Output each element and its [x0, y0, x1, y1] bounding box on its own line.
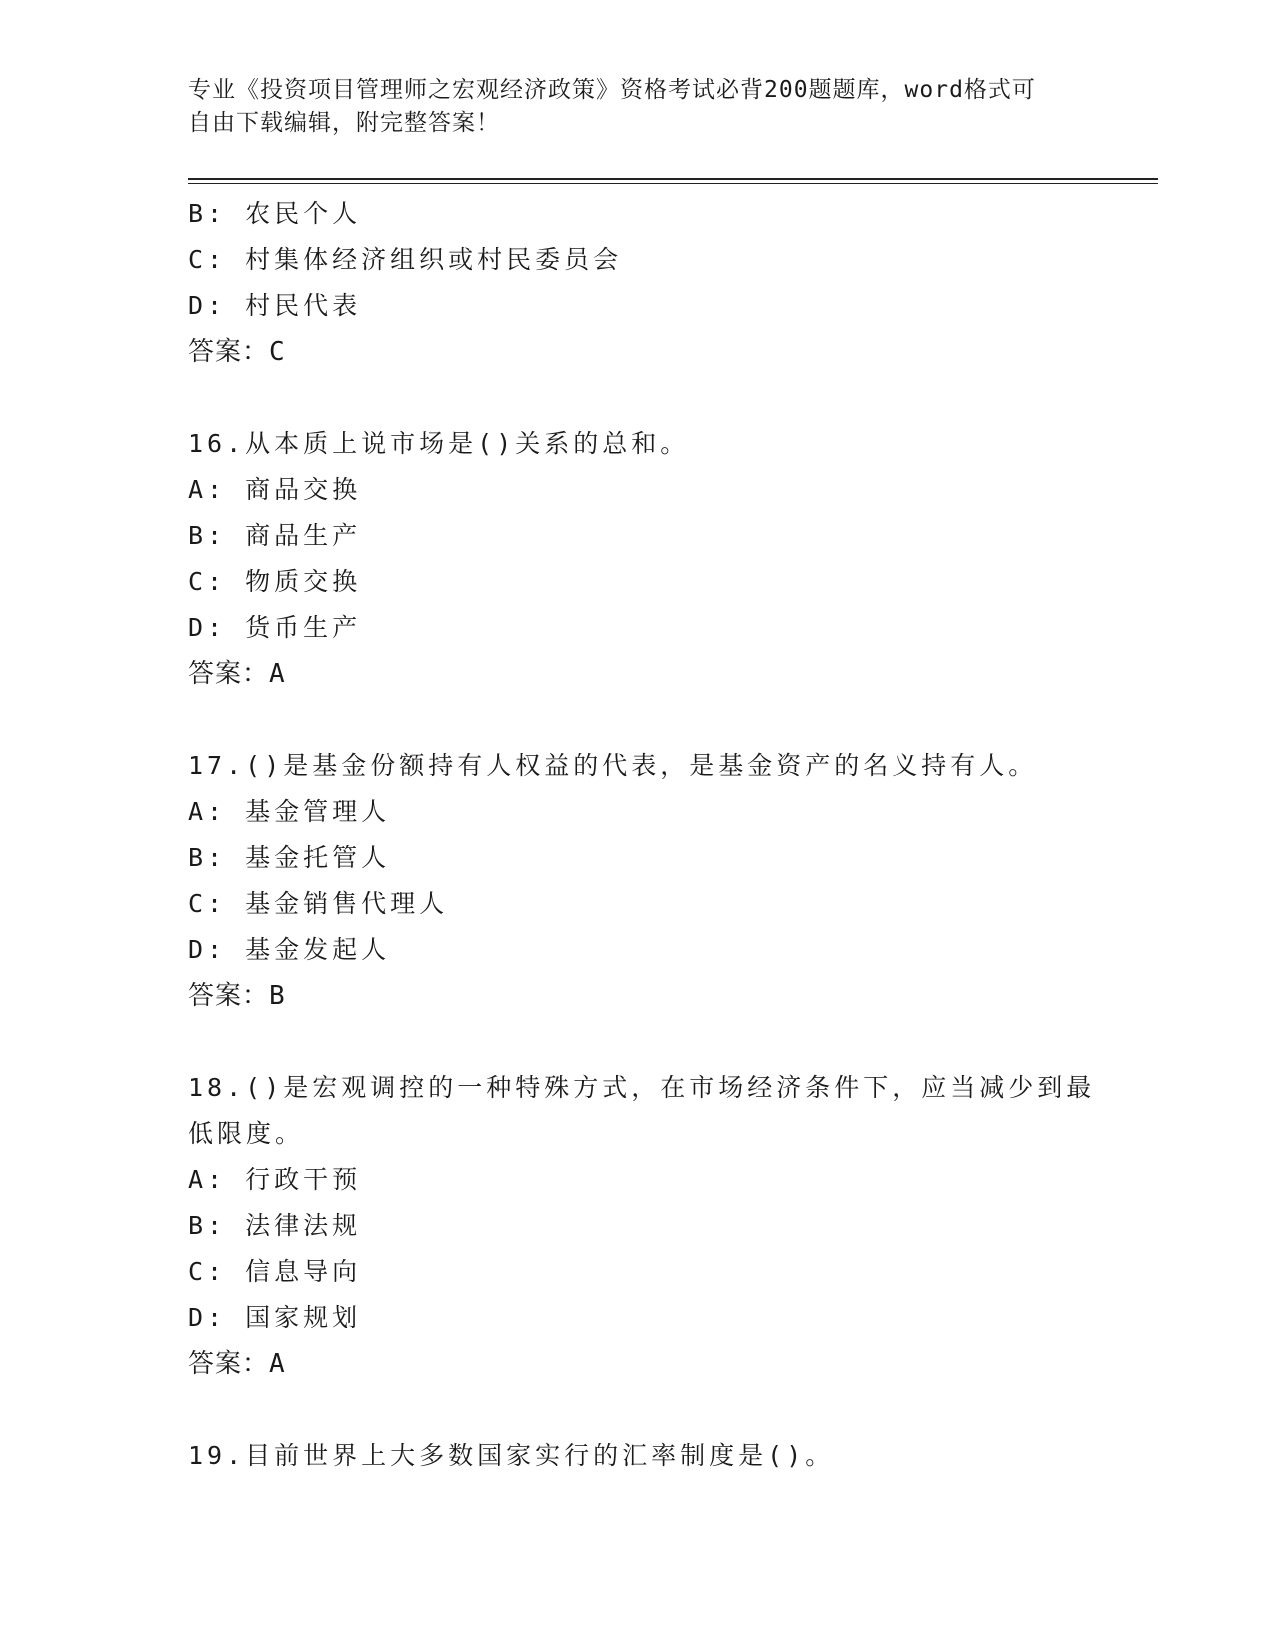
question-18	[188, 1065, 1096, 1387]
question-16	[188, 421, 1088, 697]
question-list	[188, 191, 1096, 1479]
spacer	[188, 1387, 1088, 1433]
option-b: B: 商品生产	[188, 521, 362, 550]
option-c: C: 物质交换	[188, 567, 362, 596]
question-17	[188, 743, 1088, 1019]
page-header	[188, 74, 1068, 140]
answer: 答案：C	[188, 337, 286, 367]
question-15	[188, 191, 1088, 375]
option-c: C: 基金销售代理人	[188, 889, 449, 918]
option-d: D: 基金发起人	[188, 935, 391, 964]
spacer	[188, 697, 1088, 743]
option-a: A: 基金管理人	[188, 797, 391, 826]
spacer	[188, 375, 1088, 421]
option-d: D: 村民代表	[188, 291, 362, 320]
header-title-line-2: 自由下载编辑，附完整答案！	[188, 110, 500, 136]
option-b: B: 法律法规	[188, 1211, 362, 1240]
answer: 答案：A	[188, 659, 286, 689]
question-stem: 17.()是基金份额持有人权益的代表，是基金资产的名义持有人。	[188, 751, 1038, 780]
option-a: A: 商品交换	[188, 475, 362, 504]
option-a: A: 行政干预	[188, 1165, 362, 1194]
header-title-line-1: 专业《投资项目管理师之宏观经济政策》资格考试必背200题题库，word格式可	[188, 77, 1036, 103]
question-stem-line-2: 低限度。	[188, 1119, 305, 1148]
question-19	[188, 1433, 1088, 1479]
option-b: B: 基金托管人	[188, 843, 391, 872]
header-rule-thin	[188, 183, 1158, 184]
answer: 答案：A	[188, 1349, 286, 1379]
answer: 答案：B	[188, 981, 286, 1011]
option-d: D: 货币生产	[188, 613, 362, 642]
header-rule-thick	[188, 178, 1158, 180]
option-c: C: 信息导向	[188, 1257, 362, 1286]
question-stem: 16.从本质上说市场是()关系的总和。	[188, 429, 690, 458]
option-d: D: 国家规划	[188, 1303, 362, 1332]
option-b: B: 农民个人	[188, 199, 362, 228]
option-c: C: 村集体经济组织或村民委员会	[188, 245, 623, 274]
question-stem-line-1: 18.()是宏观调控的一种特殊方式，在市场经济条件下，应当减少到最	[188, 1073, 1096, 1102]
question-stem: 19.目前世界上大多数国家实行的汇率制度是()。	[188, 1441, 835, 1470]
spacer	[188, 1019, 1088, 1065]
